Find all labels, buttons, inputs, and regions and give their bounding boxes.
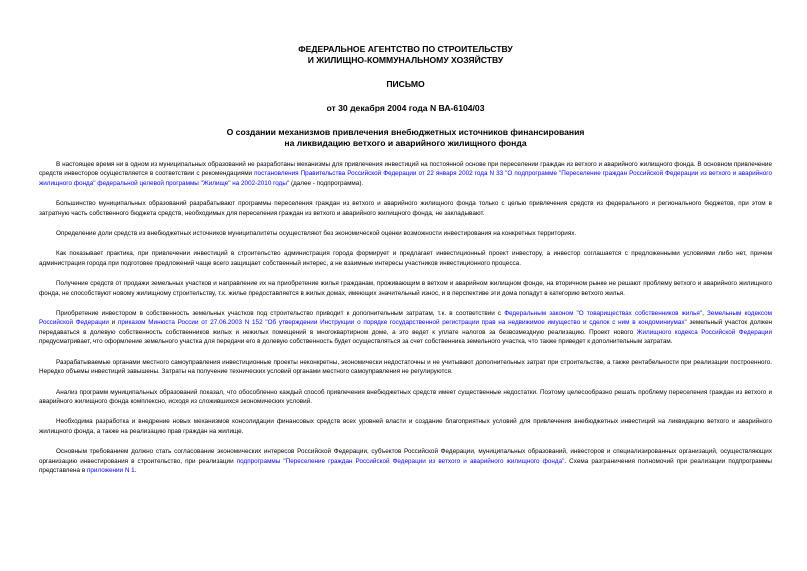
link-minjust-order-152[interactable]: приказом Минюста России от 27.06.2003 N 152 "Об утверждении Инструкции о порядке государственной регистрации прав на недвижимое имущество и сделок с ним в кондоминиумах" <box>117 319 687 327</box>
paragraph-text: Основным требованием должно стать согласование экономических интересов Российской Федерации, субъектов Российской Федерации, муниципальных образований, инвесторов и специализированных организаций, осуществляющих организацию инвестирования в строительство, при реализации <box>39 448 772 465</box>
paragraph-text: Приобретение инвестором в собственность земельных участков под строительство приводит к дополнительным затратам, т.к. в соответствии с <box>56 310 505 318</box>
agency-name <box>39 44 772 66</box>
paragraph-text: В настоящее время ни в одном из муниципальных образований не разработаны механизмы для привлечения инвестиций на постоянной основе при переселении граждан из ветхого и аварийного жилищного фонда. В основном привлечение средств инвесторов осуществляется в соответствии с рекомендациями <box>39 161 772 178</box>
paragraph-6 <box>39 309 772 347</box>
link-housing-code[interactable]: Жилищного кодекса Российской Федерации <box>636 328 772 336</box>
agency-line-1: ФЕДЕРАЛЬНОЕ АГЕНТСТВО ПО СТРОИТЕЛЬСТВУ <box>298 44 513 54</box>
title-line-1: О создании механизмов привлечения внебюджетных источников финансирования <box>226 127 585 137</box>
paragraph-8: Анализ программ муниципальных образований показал, что обособленно каждый способ привлечения внебюджетных средств имеет существенные недостатки. Поэтому целесообразно решать проблему переселения граждан из ветхого и аварийного жилищного фонда комплексно, исходя из сложившихся экономических условий. <box>39 388 772 405</box>
link-federal-law-hoa[interactable]: Федеральным законом "О товариществах собственников жилья" <box>504 310 703 318</box>
agency-line-2: И ЖИЛИЩНО-КОММУНАЛЬНОМУ ХОЗЯЙСТВУ <box>307 55 504 65</box>
paragraph-3: Определение доли средств из внебюджетных источников муниципалитеты осуществляют без экономической оценки возможности инвестирования на конкретных территориях. <box>56 230 577 238</box>
link-subprogram[interactable]: подпрограммы "Переселение граждан Российской Федерации из ветхого и аварийного жилищного фонда" <box>236 457 565 465</box>
document-title <box>39 127 772 149</box>
paragraph-2: Большинство муниципальных образований разрабатывают программы переселения граждан из ветхого и аварийного жилищного фонда только с целью привлечения средств из федерального и регионального бюджетов, при этом в затратную часть собственного бюджета средств, необходимых для переселения граждан из ветхого и аварийного жилищного фонда, не закладывают. <box>39 200 772 217</box>
title-line-2: на ликвидацию ветхого и аварийного жилищного фонда <box>284 138 527 148</box>
paragraph-text: , <box>702 310 707 318</box>
paragraph-9: Необходима разработка и внедрение новых механизмов консолидации финансовых средств всех уровней власти и создание благоприятных условий для привлечения внебюджетных инвестиций на ликвидацию ветхого и аварийного жилищного фонда, а также на реализацию прав граждан на жилище. <box>39 418 772 435</box>
document-date: от 30 декабря 2004 года N ВА-6104/03 <box>326 103 485 113</box>
paragraph-text: (далее - подпрограмма). <box>289 179 364 187</box>
document-type: ПИСЬМО <box>386 79 425 89</box>
paragraph-text: . Схема разграничения полномочий при реализации подпрограммы представлена в <box>39 457 772 474</box>
paragraph-text: предусматривает, что оформление земельного участка для передачи его в долевую собственность будет осуществляться за счет собственника земельного участка, что также приведет к дополнительным затратам. <box>39 338 673 346</box>
link-land-code[interactable]: Земельным кодексом Российской Федерации <box>39 310 772 327</box>
paragraph-7: Разрабатываемые органами местного самоуправления инвестиционные проекты неконкретны, экономически недостаточны и не учитывают дополнительных затрат при строительстве, а также рентабельности при реализации построенного. Нередко объемы инвестиций завышены. Затраты на получение технических условий органами местного самоуправления не регулируются. <box>39 358 772 376</box>
paragraph-text: . <box>134 466 137 474</box>
paragraph-5: Получение средств от продажи земельных участков и направление их на приобретение жилья гражданам, проживающим в ветхом и аварийном жилищном фонде, на вторичном рынке не решают проблему ветхого и аварийного жилищного фонда, не способствуют новому жилищному строительству, т.к. жилье предоставляется в жилых домах, имеющих значительный износ, и в перспективе эти дома попадут в категорию ветхого жилья. <box>39 280 772 297</box>
paragraph-1 <box>39 160 772 188</box>
document-page <box>39 44 772 486</box>
document-body <box>39 160 772 475</box>
link-government-decree-33[interactable]: постановления Правительства Российской Федерации от 22 января 2002 года N 33 "О подпрограмме "Переселение граждан Российской Федерации из ветхого и аварийного жилищного фонда" федеральной целевой программы "Жилище" на 2002-2010 годы" <box>39 170 772 187</box>
paragraph-text: земельный участок должен передаваться в долевую собственность собственников жилых и нежилых помещений в многоквартирном доме, а это ведет к уплате налогов за безвозмездную реализацию. Проект нового <box>39 319 772 336</box>
paragraph-4: Как показывает практика, при привлечении инвестиций в строительство администрация города формирует и предлагает инвестиционный проект инвестору, а инвестор соглашается с предложенными условиями либо нет, причем администрация города при подготовке предложений чаще всего защищает собственный интерес, а не взаимные интересы участников инвестиционного процесса. <box>39 250 772 267</box>
paragraph-text: и <box>108 319 118 327</box>
paragraph-10 <box>39 447 772 475</box>
link-appendix-1[interactable]: приложении N 1 <box>86 466 135 474</box>
